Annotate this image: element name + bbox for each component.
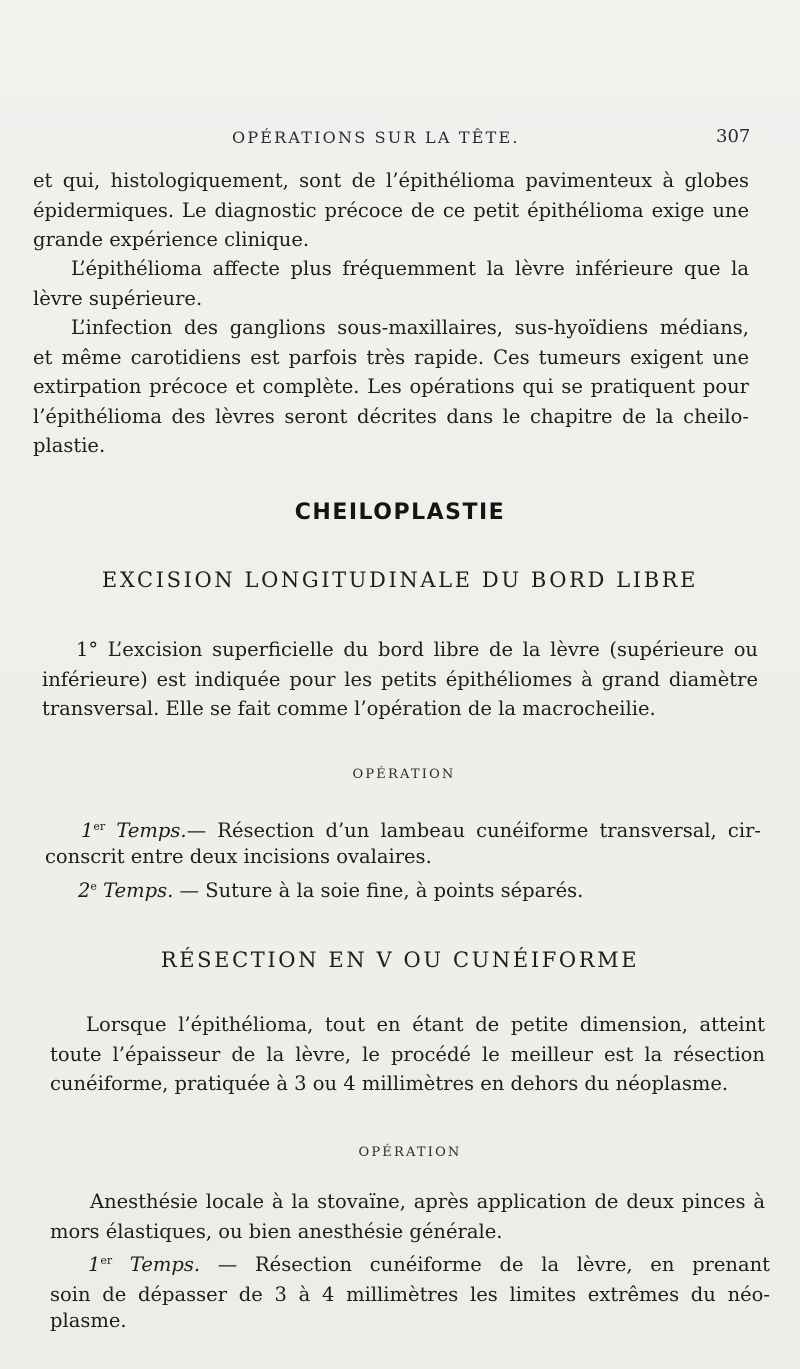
- text-line: l’épithélioma des lèvres seront décrites dans le chapitre de la cheilo-: [33, 404, 749, 428]
- operation-title: OPÉRATION: [352, 767, 456, 782]
- text-line: Anesthésie locale à la stovaïne, après application de deux pinces à: [90, 1190, 765, 1213]
- text-line: plasme.: [50, 1309, 127, 1332]
- step-text: — Résection cunéiforme de la lèvre, en prenant: [200, 1253, 770, 1276]
- text-line: [45, 812, 761, 846]
- running-title: OPÉRATIONS SUR LA TÊTE.: [232, 128, 520, 147]
- paragraph-excision-end: [42, 694, 656, 724]
- text-line: mors élastiques, ou bien anesthésie générale.: [50, 1220, 503, 1243]
- text-line: L’épithélioma affecte plus fréquemment la lèvre inférieure que la: [71, 257, 749, 280]
- paragraph-intro-2-end: [33, 284, 202, 314]
- text-line: [50, 1246, 770, 1280]
- text-line: L’infection des ganglions sous-maxillaires, sus-hyoïdiens médians,: [71, 316, 749, 339]
- text-line: et même carotidiens est parfois très rapide. Ces tumeurs exigent une: [33, 345, 749, 369]
- subsection-heading-resection: RÉSECTION EN V OU CUNÉIFORME: [160, 948, 640, 972]
- step-text: — Suture à la soie fine, à points séparés.: [173, 879, 584, 902]
- paragraph-resection-end: [50, 1069, 728, 1099]
- text-line: lèvre supérieure.: [33, 287, 203, 310]
- subsection-heading-excision: EXCISION LONGITUDINALE DU BORD LIBRE: [101, 568, 699, 592]
- operation-step-1-end: [45, 842, 432, 872]
- text-line: inférieure) est indiquée pour les petits épithéliomes à grand diamètre: [42, 667, 758, 691]
- resection-step-1-end: [50, 1306, 127, 1336]
- text-line: cunéiforme, pratiquée à 3 ou 4 millimètres en dehors du néoplasme.: [50, 1072, 729, 1095]
- text-line: plastie.: [33, 434, 106, 457]
- paragraph-intro-1: [33, 166, 749, 225]
- paragraph-anesthesia: [50, 1187, 765, 1217]
- text-line: [78, 872, 583, 906]
- paragraph-intro-3: [33, 313, 749, 431]
- paragraph-intro-2: [33, 254, 749, 284]
- page-number: 307: [716, 126, 751, 147]
- section-title: CHEILOPLASTIE: [294, 500, 506, 525]
- step-text: — Résection d’un lambeau cunéiforme transversal, cir-: [186, 819, 761, 842]
- paragraph-intro-3-end: [33, 431, 105, 461]
- text-line: extirpation précoce et complète. Les opérations qui se pratiquent pour: [33, 375, 749, 398]
- text-line: et qui, histologiquement, sont de l’épithélioma pavimenteux à globes: [33, 169, 749, 192]
- text-line: épidermiques. Le diagnostic précoce de ce petit épithélioma exige une: [33, 198, 749, 222]
- step-label: 1er Temps.: [81, 819, 187, 842]
- text-line: toute l’épaisseur de la lèvre, le procédé le meilleur est la résection: [50, 1042, 765, 1066]
- paragraph-intro-1-end: [33, 225, 309, 255]
- resection-step-1: [50, 1246, 770, 1309]
- step-label: 1er Temps.: [88, 1253, 201, 1276]
- step-label: 2e Temps.: [78, 879, 174, 902]
- text-line: Lorsque l’épithélioma, tout en étant de petite dimension, atteint: [86, 1013, 765, 1036]
- text-line: transversal. Elle se fait comme l’opération de la macrocheilie.: [42, 697, 656, 720]
- text-line: conscrit entre deux incisions ovalaires.: [45, 845, 432, 868]
- text-line: grande expérience clinique.: [33, 228, 310, 251]
- paragraph-anesthesia-end: [50, 1217, 502, 1247]
- text-line: 1° L’excision superficielle du bord libre de la lèvre (supérieure ou: [76, 638, 758, 661]
- text-line: soin de dépasser de 3 à 4 millimètres les limites extrêmes du néo-: [50, 1282, 770, 1306]
- paragraph-excision: [42, 635, 758, 694]
- operation-step-2: [78, 872, 583, 906]
- operation-step-1: [45, 812, 761, 846]
- paragraph-resection: [50, 1010, 765, 1069]
- operation-title: OPÉRATION: [358, 1145, 462, 1160]
